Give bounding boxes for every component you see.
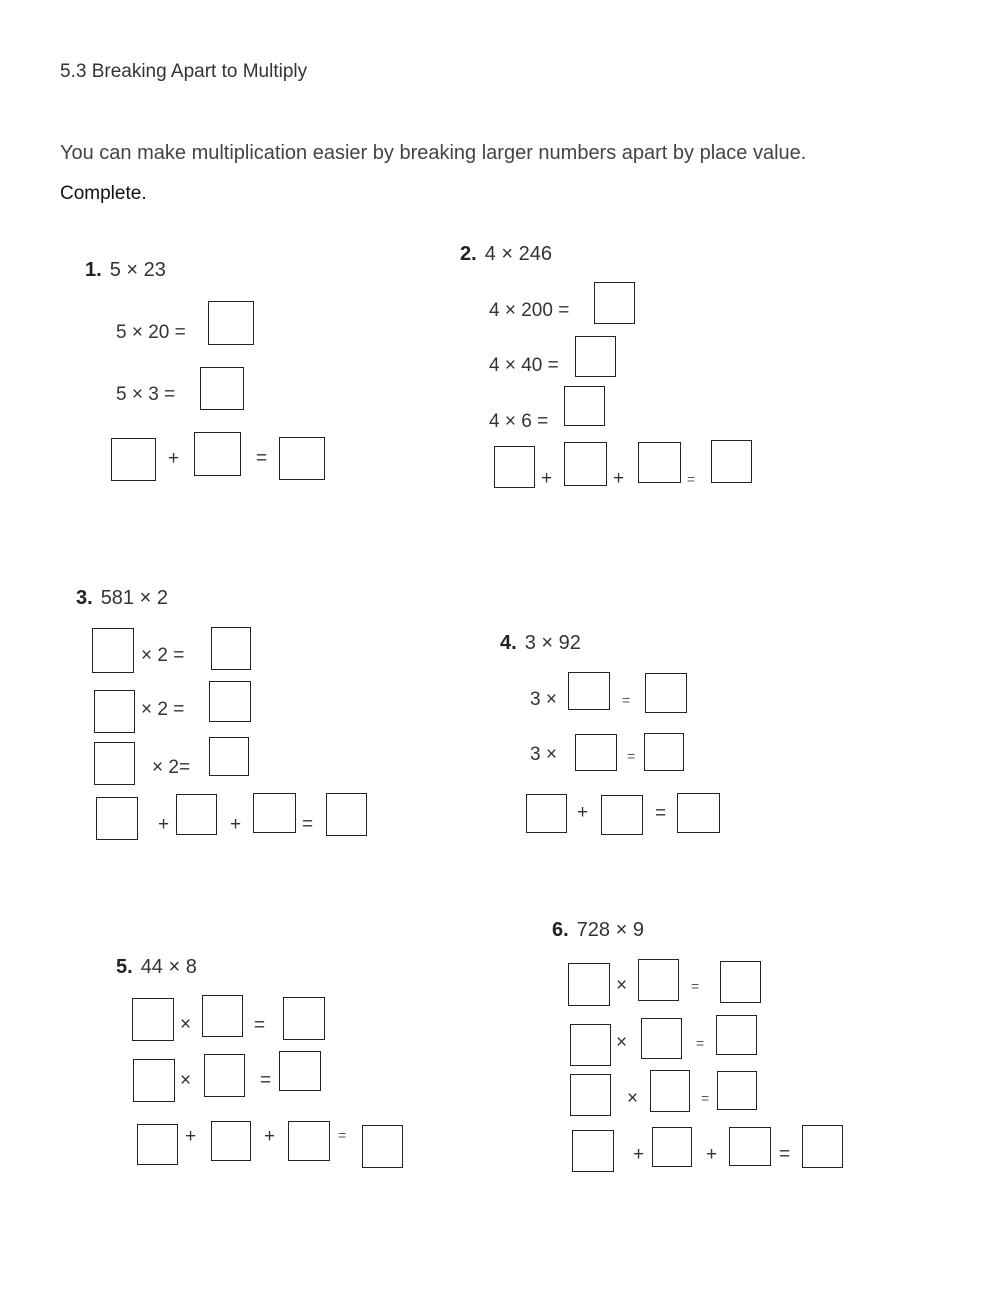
equals-sign: = — [627, 748, 636, 764]
plus-sign: + — [264, 1126, 276, 1147]
answer-box[interactable] — [650, 1070, 690, 1112]
times-sign: × — [180, 1070, 192, 1091]
problem-expression: 3 × 92 — [524, 632, 581, 654]
intro-text: You can make multiplication easier by breaking larger numbers apart by place value. — [60, 142, 807, 164]
problem-2-line-3-label: 4 × 6 = — [489, 411, 549, 432]
problem-3-line-1-label: × 2 = — [141, 645, 185, 666]
plus-sign: + — [613, 468, 625, 489]
equals-sign: = — [254, 1015, 266, 1036]
problem-expression: 581 × 2 — [100, 587, 168, 609]
answer-box[interactable] — [645, 673, 687, 713]
problem-number: 6. — [552, 919, 569, 941]
equals-sign: = — [701, 1090, 710, 1106]
problem-number: 4. — [500, 632, 517, 654]
problem-number: 2. — [460, 243, 477, 265]
problem-1-line-2-label: 5 × 3 = — [116, 384, 176, 405]
plus-sign: + — [706, 1144, 718, 1165]
answer-box[interactable] — [137, 1124, 178, 1165]
answer-box[interactable] — [204, 1054, 245, 1097]
answer-box[interactable] — [677, 793, 720, 833]
answer-box[interactable] — [362, 1125, 403, 1168]
answer-box[interactable] — [568, 963, 610, 1006]
times-sign: × — [616, 975, 628, 996]
answer-box[interactable] — [279, 1051, 321, 1091]
equals-sign: = — [696, 1035, 705, 1051]
problem-3-heading — [76, 588, 168, 608]
plus-sign: + — [633, 1144, 645, 1165]
answer-box[interactable] — [96, 797, 138, 840]
answer-box[interactable] — [644, 733, 684, 771]
answer-box[interactable] — [652, 1127, 692, 1167]
equals-sign: = — [687, 471, 696, 487]
page-title: 5.3 Breaking Apart to Multiply — [60, 61, 308, 82]
answer-box[interactable] — [575, 336, 616, 377]
answer-box[interactable] — [211, 1121, 251, 1161]
problem-2-line-1-label: 4 × 200 = — [489, 300, 570, 321]
answer-box[interactable] — [594, 282, 635, 324]
answer-box[interactable] — [564, 386, 605, 426]
problem-number: 5. — [116, 956, 133, 978]
answer-box[interactable] — [209, 681, 251, 722]
answer-box[interactable] — [288, 1121, 330, 1161]
answer-box[interactable] — [572, 1130, 614, 1172]
answer-box[interactable] — [570, 1074, 611, 1116]
answer-box[interactable] — [601, 795, 643, 835]
plus-sign: + — [185, 1126, 197, 1147]
equals-sign: = — [779, 1144, 791, 1165]
answer-box[interactable] — [526, 794, 567, 833]
problem-expression: 728 × 9 — [576, 919, 644, 941]
answer-box[interactable] — [176, 794, 217, 835]
answer-box[interactable] — [283, 997, 325, 1040]
answer-box[interactable] — [641, 1018, 682, 1059]
answer-box[interactable] — [202, 995, 243, 1037]
times-sign: × — [616, 1032, 628, 1053]
answer-box[interactable] — [638, 959, 679, 1001]
equals-sign: = — [302, 814, 314, 835]
problem-6-heading — [552, 920, 644, 940]
problem-4-line-1-label: 3 × — [530, 689, 557, 710]
equals-sign: = — [655, 803, 667, 824]
answer-box[interactable] — [200, 367, 244, 410]
answer-box[interactable] — [208, 301, 254, 345]
answer-box[interactable] — [132, 998, 174, 1041]
answer-box[interactable] — [94, 742, 135, 785]
problem-4-heading — [500, 633, 581, 653]
answer-box[interactable] — [194, 432, 241, 476]
problem-expression: 44 × 8 — [140, 956, 197, 978]
answer-box[interactable] — [209, 737, 249, 776]
times-sign: × — [627, 1088, 639, 1109]
equals-sign: = — [691, 978, 700, 994]
answer-box[interactable] — [720, 961, 761, 1003]
answer-box[interactable] — [94, 690, 135, 733]
problem-2-line-2-label: 4 × 40 = — [489, 355, 559, 376]
problem-number: 3. — [76, 587, 93, 609]
equals-sign: = — [256, 448, 268, 469]
problem-4-line-2-label: 3 × — [530, 744, 557, 765]
plus-sign: + — [158, 814, 170, 835]
answer-box[interactable] — [568, 672, 610, 710]
instruction-text: Complete. — [60, 183, 147, 204]
answer-box[interactable] — [570, 1024, 611, 1066]
answer-box[interactable] — [279, 437, 325, 480]
answer-box[interactable] — [716, 1015, 757, 1055]
equals-sign: = — [338, 1127, 347, 1143]
problem-expression: 4 × 246 — [484, 243, 552, 265]
equals-sign: = — [260, 1070, 272, 1091]
equals-sign: = — [622, 692, 631, 708]
plus-sign: + — [168, 448, 180, 469]
plus-sign: + — [541, 468, 553, 489]
answer-box[interactable] — [711, 440, 752, 483]
answer-box[interactable] — [211, 627, 251, 670]
problem-3-line-3-label: × 2= — [152, 757, 191, 778]
answer-box[interactable] — [802, 1125, 843, 1168]
answer-box[interactable] — [494, 446, 535, 488]
problem-2-heading — [460, 244, 552, 264]
answer-box[interactable] — [717, 1071, 757, 1110]
answer-box[interactable] — [92, 628, 134, 673]
problem-1-heading — [85, 260, 166, 280]
answer-box[interactable] — [575, 734, 617, 771]
times-sign: × — [180, 1014, 192, 1035]
answer-box[interactable] — [326, 793, 367, 836]
answer-box[interactable] — [564, 442, 607, 486]
plus-sign: + — [230, 814, 242, 835]
problem-3-line-2-label: × 2 = — [141, 699, 185, 720]
plus-sign: + — [577, 802, 589, 823]
answer-box[interactable] — [253, 793, 296, 833]
answer-box[interactable] — [111, 438, 156, 481]
answer-box[interactable] — [133, 1059, 175, 1102]
problem-5-heading — [116, 957, 197, 977]
answer-box[interactable] — [729, 1127, 771, 1166]
answer-box[interactable] — [638, 442, 681, 483]
problem-expression: 5 × 23 — [109, 259, 166, 281]
problem-1-line-1-label: 5 × 20 = — [116, 322, 186, 343]
problem-number: 1. — [85, 259, 102, 281]
